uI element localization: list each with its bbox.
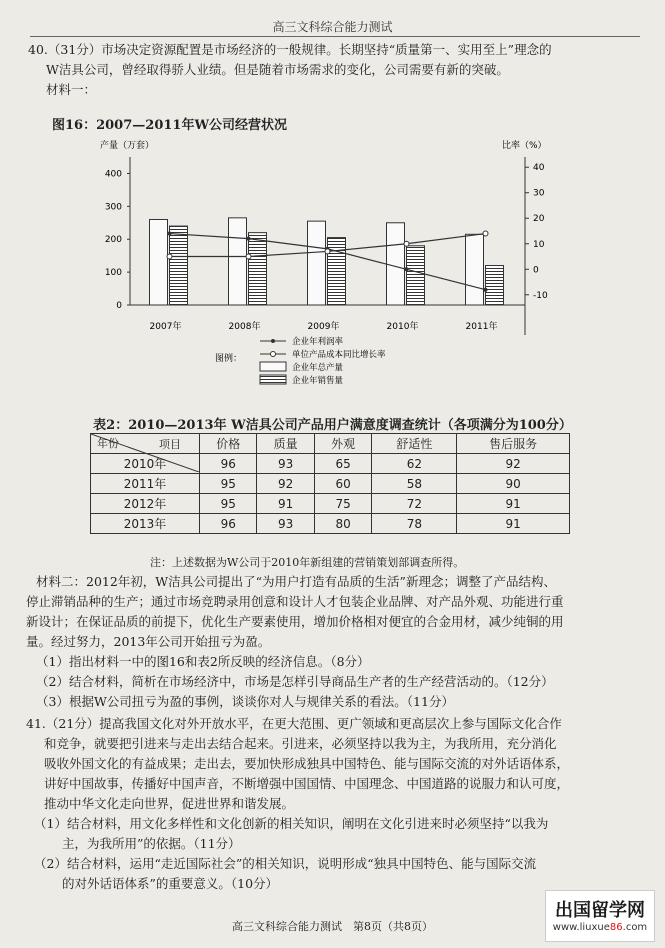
watermark-url — [546, 922, 654, 933]
legend-entry: 企业年销售量 — [292, 376, 344, 386]
bar-sales — [407, 246, 425, 305]
watermark-url-accent: 86 — [609, 922, 623, 933]
profit-rate-point — [484, 288, 488, 292]
table-cell: 72 — [372, 494, 457, 514]
q40-intro-line1: 40.（31分）市场决定资源配置是市场经济的一般规律。长期坚持“质量第一、实用至上”理念的 — [28, 42, 552, 57]
table-row — [91, 494, 570, 514]
bar-sales — [486, 266, 504, 305]
table-cell: 75 — [314, 494, 371, 514]
table-row — [91, 474, 570, 494]
figure-title: 图16：2007—2011年W公司经营状况 — [52, 118, 288, 133]
column-header: 外观 — [314, 434, 371, 454]
q41-question-1-cont: 主，为我所用”的依据。（11分） — [62, 836, 241, 851]
bar-total-output — [308, 221, 326, 305]
row-year: 2010年 — [91, 454, 200, 474]
table-cell: 78 — [372, 514, 457, 534]
table-cell: 65 — [314, 454, 371, 474]
y-right-tick-label: 10 — [533, 239, 545, 250]
legend-entry: 单位产品成本同比增长率 — [292, 350, 386, 360]
corner-item-label: 项目 — [159, 438, 181, 451]
table-title: 表2：2010—2013年 W洁具公司产品用户满意度调查统计（各项满分为100分） — [93, 418, 572, 433]
q41-line: 41.（21分）提高我国文化对外开放水平，在更大范围、更广领域和更高层次上参与国际文化合作 — [26, 716, 562, 731]
bar-total-output — [466, 234, 484, 305]
bar-sales — [249, 233, 267, 305]
q41-line: 推动中华文化走向世界，促进世界和谐发展。 — [44, 796, 295, 811]
y-right-tick-label: -10 — [533, 290, 548, 301]
x-tick-label: 2010年 — [386, 322, 419, 332]
y-right-tick-label: 20 — [533, 214, 545, 225]
x-tick-label: 2009年 — [307, 322, 340, 332]
profit-rate-point — [405, 267, 409, 271]
table-cell: 91 — [457, 514, 570, 534]
legend-swatch-bar — [260, 375, 286, 384]
legend-label: 图例： — [215, 354, 243, 364]
table-row — [91, 514, 570, 534]
table-cell: 96 — [200, 454, 257, 474]
profit-rate-point — [247, 237, 251, 241]
y-right-tick-label: 0 — [533, 265, 539, 276]
material2-line: 量。经过努力，2013年公司开始扭亏为盈。 — [26, 634, 271, 649]
q40-intro — [28, 40, 648, 100]
y-left-tick-label: 100 — [104, 268, 122, 279]
page-header: 高三文科综合能力测试 — [272, 20, 393, 34]
row-year: 2012年 — [91, 494, 200, 514]
cost-growth-point — [246, 254, 251, 259]
table-cell: 92 — [257, 474, 314, 494]
y-left-tick-label: 300 — [104, 202, 122, 213]
q41-line: 吸收外国文化的有益成果；走出去，要加快形成独具中国特色、能与国际交流的对外话语体系， — [44, 756, 570, 771]
watermark-url-prefix: www.liuxue — [552, 922, 610, 933]
column-header: 质量 — [257, 434, 314, 454]
watermark-title: 出国留学网 — [555, 900, 645, 921]
y-right-axis-label: 比率（%） — [502, 141, 547, 151]
x-tick-label: 2008年 — [228, 322, 261, 332]
q41-question-2: （2）结合材料，运用“走近国际社会”的相关知识，说明形成“独具中国特色、能与国际交流 — [34, 856, 537, 871]
bar-total-output — [150, 219, 168, 305]
table-header-row — [91, 434, 570, 454]
legend-swatch-marker — [271, 352, 276, 357]
table-cell: 60 — [314, 474, 371, 494]
satisfaction-table — [90, 433, 570, 534]
cost-growth-point — [167, 254, 172, 259]
q41-question-1: （1）结合材料，用文化多样性和文化创新的相关知识，阐明在文化引进来时必须坚持“以我为 — [34, 816, 549, 831]
y-left-axis-label: 产量（万套） — [100, 141, 155, 151]
watermark-logo[interactable] — [545, 890, 655, 942]
table-note: 注：上述数据为W公司于2010年新组建的营销策划部调查所得。 — [150, 556, 465, 569]
profit-rate-point — [168, 232, 172, 236]
cost-growth-point — [325, 249, 330, 254]
q40-question-1: （1）指出材料一中的图16和表2所反映的经济信息。（8分） — [36, 654, 370, 669]
row-year: 2011年 — [91, 474, 200, 494]
bar-total-output — [387, 223, 405, 305]
table-cell: 92 — [457, 454, 570, 474]
table-cell: 58 — [372, 474, 457, 494]
q41-line: 讲好中国故事，传播好中国声音，不断增强中国国情、中国理念、中国道路的说服力和认可度， — [44, 776, 570, 791]
y-left-tick-label: 200 — [104, 235, 122, 246]
table-corner-cell — [91, 434, 200, 454]
page-footer: 高三文科综合能力测试 第8页（共8页） — [232, 920, 433, 933]
y-right-tick-label: 40 — [533, 163, 545, 174]
row-year: 2013年 — [91, 514, 200, 534]
table-cell: 93 — [257, 454, 314, 474]
q40-intro-line2: W洁具公司，曾经取得骄人业绩。但是随着市场需求的变化，公司需要有新的突破。 — [46, 62, 509, 77]
column-header: 售后服务 — [457, 434, 570, 454]
y-left-tick-label: 0 — [116, 301, 122, 311]
table-cell: 80 — [314, 514, 371, 534]
q41-question-2-cont: 的对外话语体系”的重要意义。（10分） — [62, 876, 279, 891]
header-divider — [30, 36, 640, 37]
watermark-url-suffix: .com — [622, 922, 648, 933]
material2-line: 新设计；在保证品质的前提下，优化生产要素使用，增加价格相对便宜的合金用材，减少纯铜的用 — [26, 614, 564, 629]
x-tick-label: 2007年 — [149, 322, 182, 332]
column-header: 舒适性 — [372, 434, 457, 454]
cost-growth-point — [483, 231, 488, 236]
bar-sales — [328, 238, 346, 305]
table-cell: 93 — [257, 514, 314, 534]
cost-growth-point — [404, 241, 409, 246]
q40-question-2: （2）结合材料，简析在市场经济中，市场是怎样引导商品生产者的生产经营活动的。（12分） — [36, 674, 554, 689]
table-cell: 91 — [457, 494, 570, 514]
figure-16-chart — [90, 135, 570, 407]
bar-sales — [170, 226, 188, 305]
x-tick-label: 2011年 — [465, 322, 498, 332]
table-cell: 91 — [257, 494, 314, 514]
q40-question-3: （3）根据W公司扭亏为盈的事例，谈谈你对人与规律关系的看法。（11分） — [36, 694, 454, 709]
legend-swatch-marker — [271, 339, 275, 343]
table-cell: 96 — [200, 514, 257, 534]
corner-year-label: 年份 — [97, 437, 119, 450]
q41-block — [26, 714, 648, 894]
bar-total-output — [229, 218, 247, 305]
material2-line: 停止滞销品种的生产；通过市场竞聘录用创意和设计人才包装企业品牌、对产品外观、功能进行重 — [26, 594, 564, 609]
y-left-tick-label: 400 — [104, 169, 122, 180]
material1-label: 材料一： — [46, 82, 97, 97]
legend-entry: 企业年利润率 — [292, 337, 344, 347]
column-header: 价格 — [200, 434, 257, 454]
q41-line: 和竞争，就要把引进来与走出去结合起来。引进来，必须坚持以我为主，为我所用，充分消化 — [44, 736, 557, 751]
y-right-tick-label: 30 — [533, 188, 545, 199]
material2-block — [26, 572, 648, 712]
legend-swatch-bar — [260, 362, 286, 371]
table-cell: 90 — [457, 474, 570, 494]
table-cell: 62 — [372, 454, 457, 474]
table-cell: 95 — [200, 474, 257, 494]
material2-line: 材料二：2012年初，W洁具公司提出了“为用户打造有品质的生活”新理念；调整了产品结构、 — [36, 574, 556, 589]
legend-entry: 企业年总产量 — [292, 363, 344, 373]
table-cell: 95 — [200, 494, 257, 514]
